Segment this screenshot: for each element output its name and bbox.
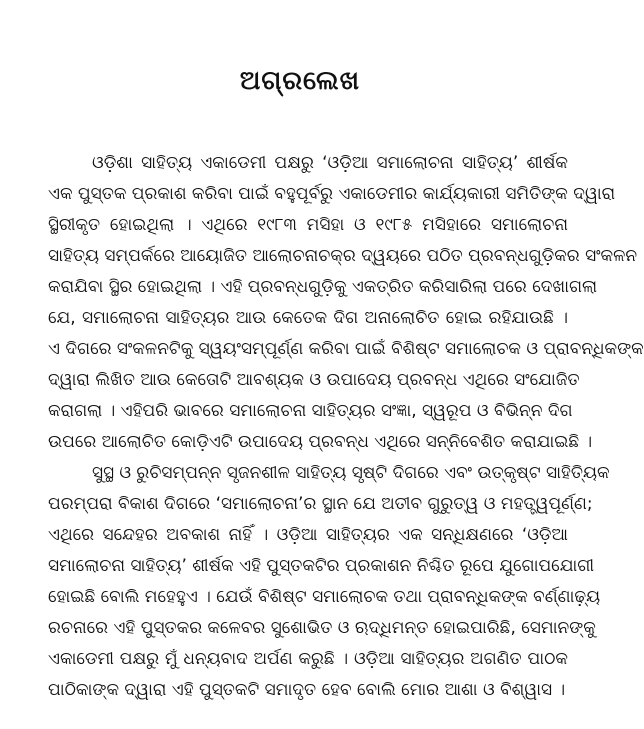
text-line: ଉପରେ ଆଲୋଚିତ କୋଡ଼ିଏଟି ଉପାଦେୟ ପ୍ରବନ୍ଧ ଏଥିରେ ସନ୍ନିବେଶିତ କରାଯାଇଛି । bbox=[48, 432, 593, 452]
text-line: ସୁସ୍ଥ ଓ ରୁଚିସମ୍ପନ୍ନ ସୃଜନଶୀଳ ସାହିତ୍ୟ ସୃଷ୍ଟି ଦିଗରେ ଏବଂ ଉତ୍କୃଷ୍ଟ ସାହିତ୍ୟିକ bbox=[92, 463, 610, 483]
page-title: ଅଗ୍ରଲେଖ bbox=[239, 66, 361, 96]
text-line: ପାଠିକାଙ୍କ ଦ୍ୱାରା ଏହି ପୁସ୍ତକଟି ସମାଦୃତ ହେବ ବୋଲି ମୋର ଆଶା ଓ ବିଶ୍ୱାସ । bbox=[48, 680, 566, 700]
text-line: ଏକ ପୁସ୍ତକ ପ୍ରକାଶ କରିବା ପାଇଁ ବହୁପୂର୍ବରୁ ଏକାଡେମୀର କାର୍ଯ୍ୟକାରୀ ସମିତିଙ୍କ ଦ୍ୱାରା bbox=[48, 184, 616, 204]
text-line: ପରମ୍ପରା ବିକାଶ ଦିଗରେ ‘ସମାଲୋଚନା’ର ସ୍ଥାନ ଯେ ଅତୀବ ଗୁରୁତ୍ୱ ଓ ମହତ୍ତ୍ୱପୂର୍ଣ୍ଣ; bbox=[48, 494, 593, 514]
text-line: ସ୍ଥିରୀକୃତ ହୋଇଥିଲା । ଏଥିରେ ୧୯୮୩ ମସିହା ଓ ୧୯୮୫ ମସିହାରେ ସମାଲୋଚନା bbox=[48, 215, 568, 235]
text-line: ଓଡ଼ିଶା ସାହିତ୍ୟ ଏକାଡେମୀ ପକ୍ଷରୁ ‘ଓଡ଼ିଆ ସମାଲୋଚନା ସାହିତ୍ୟ’ ଶୀର୍ଷକ bbox=[92, 153, 568, 173]
text-line: ଏଥିରେ ସନ୍ଦେହର ଅବକାଶ ନାହିଁ । ଓଡ଼ିଆ ସାହିତ୍ୟର ଏକ ସନ୍ଧିକ୍ଷଣରେ ‘ଓଡ଼ିଆ bbox=[48, 525, 568, 545]
text-line: ସାହିତ୍ୟ ସମ୍ପର୍କରେ ଆୟୋଜିତ ଆଲୋଚନାଚକ୍ର ଦ୍ୱୟରେ ପଠିତ ପ୍ରବନ୍ଧଗୁଡ଼ିକର ସଂକଳନ bbox=[48, 246, 638, 266]
text-line: ଏ ଦିଗରେ ସଂକଳନଟିକୁ ସ୍ୱୟଂସମ୍ପୂର୍ଣ୍ଣ କରିବା ପାଇଁ ବିଶିଷ୍ଟ ସମାଲୋଚକ ଓ ପ୍ରାବନ୍ଧିକଙ୍କ bbox=[48, 339, 644, 359]
text-line: ଦ୍ୱାରା ଲିଖିତ ଆଉ କେତୋଟି ଆବଶ୍ୟକ ଓ ଉପାଦେୟ ପ୍ରବନ୍ଧ ଏଥିରେ ସଂଯୋଜିତ bbox=[48, 370, 580, 390]
body-text bbox=[48, 148, 644, 706]
text-line: ରଚନାରେ ଏହି ପୁସ୍ତକର କଳେବର ସୁଶୋଭିତ ଓ ଋଦ୍ଧିମନ୍ତ ହୋଇପାରିଛି, ସେମାନଙ୍କୁ bbox=[48, 618, 596, 638]
text-line: ହୋଇଛି ବୋଲି ମହେହୁଏ । ଯେଉଁ ବିଶିଷ୍ଟ ସମାଲୋଚକ ତଥା ପ୍ରାବନ୍ଧିକଙ୍କ ବର୍ଣ୍ଣାଢ଼୍ୟ bbox=[48, 587, 601, 607]
text-line: କରାଯିବା ସ୍ଥିର ହୋଇଥିଲା । ଏହି ପ୍ରବନ୍ଧଗୁଡ଼ିକୁ ଏକତ୍ରିତ କରିସାରିଲା ପରେ ଦେଖାଗଲା bbox=[48, 277, 598, 297]
text-line: କରାଗଲା । ଏହିପରି ଭାବରେ ସମାଲୋଚନା ସାହିତ୍ୟର ସଂଜ୍ଞା, ସ୍ୱରୂପ ଓ ବିଭିନ୍ନ ଦିଗ bbox=[48, 401, 573, 421]
text-line: ସମାଲୋଚନା ସାହିତ୍ୟ’ ଶୀର୍ଷକ ଏହି ପୁସ୍ତକଟିର ପ୍ରକାଶନ ନିଶ୍ଚିତ ରୂପେ ଯୁଗୋପଯୋଗୀ bbox=[48, 556, 595, 576]
text-line: ଏକାଡେମୀ ପକ୍ଷରୁ ମୁଁ ଧନ୍ୟବାଦ ଅର୍ପଣ କରୁଛି । ଓଡ଼ିଆ ସାହିତ୍ୟର ଅଗଣିତ ପାଠକ bbox=[48, 649, 568, 669]
text-line: ଯେ, ସମାଲୋଚନା ସାହିତ୍ୟର ଆଉ କେତେକ ଦିଗ ଅନାଲୋଚିତ ହୋଇ ରହିଯାଉଛି । bbox=[48, 308, 568, 328]
